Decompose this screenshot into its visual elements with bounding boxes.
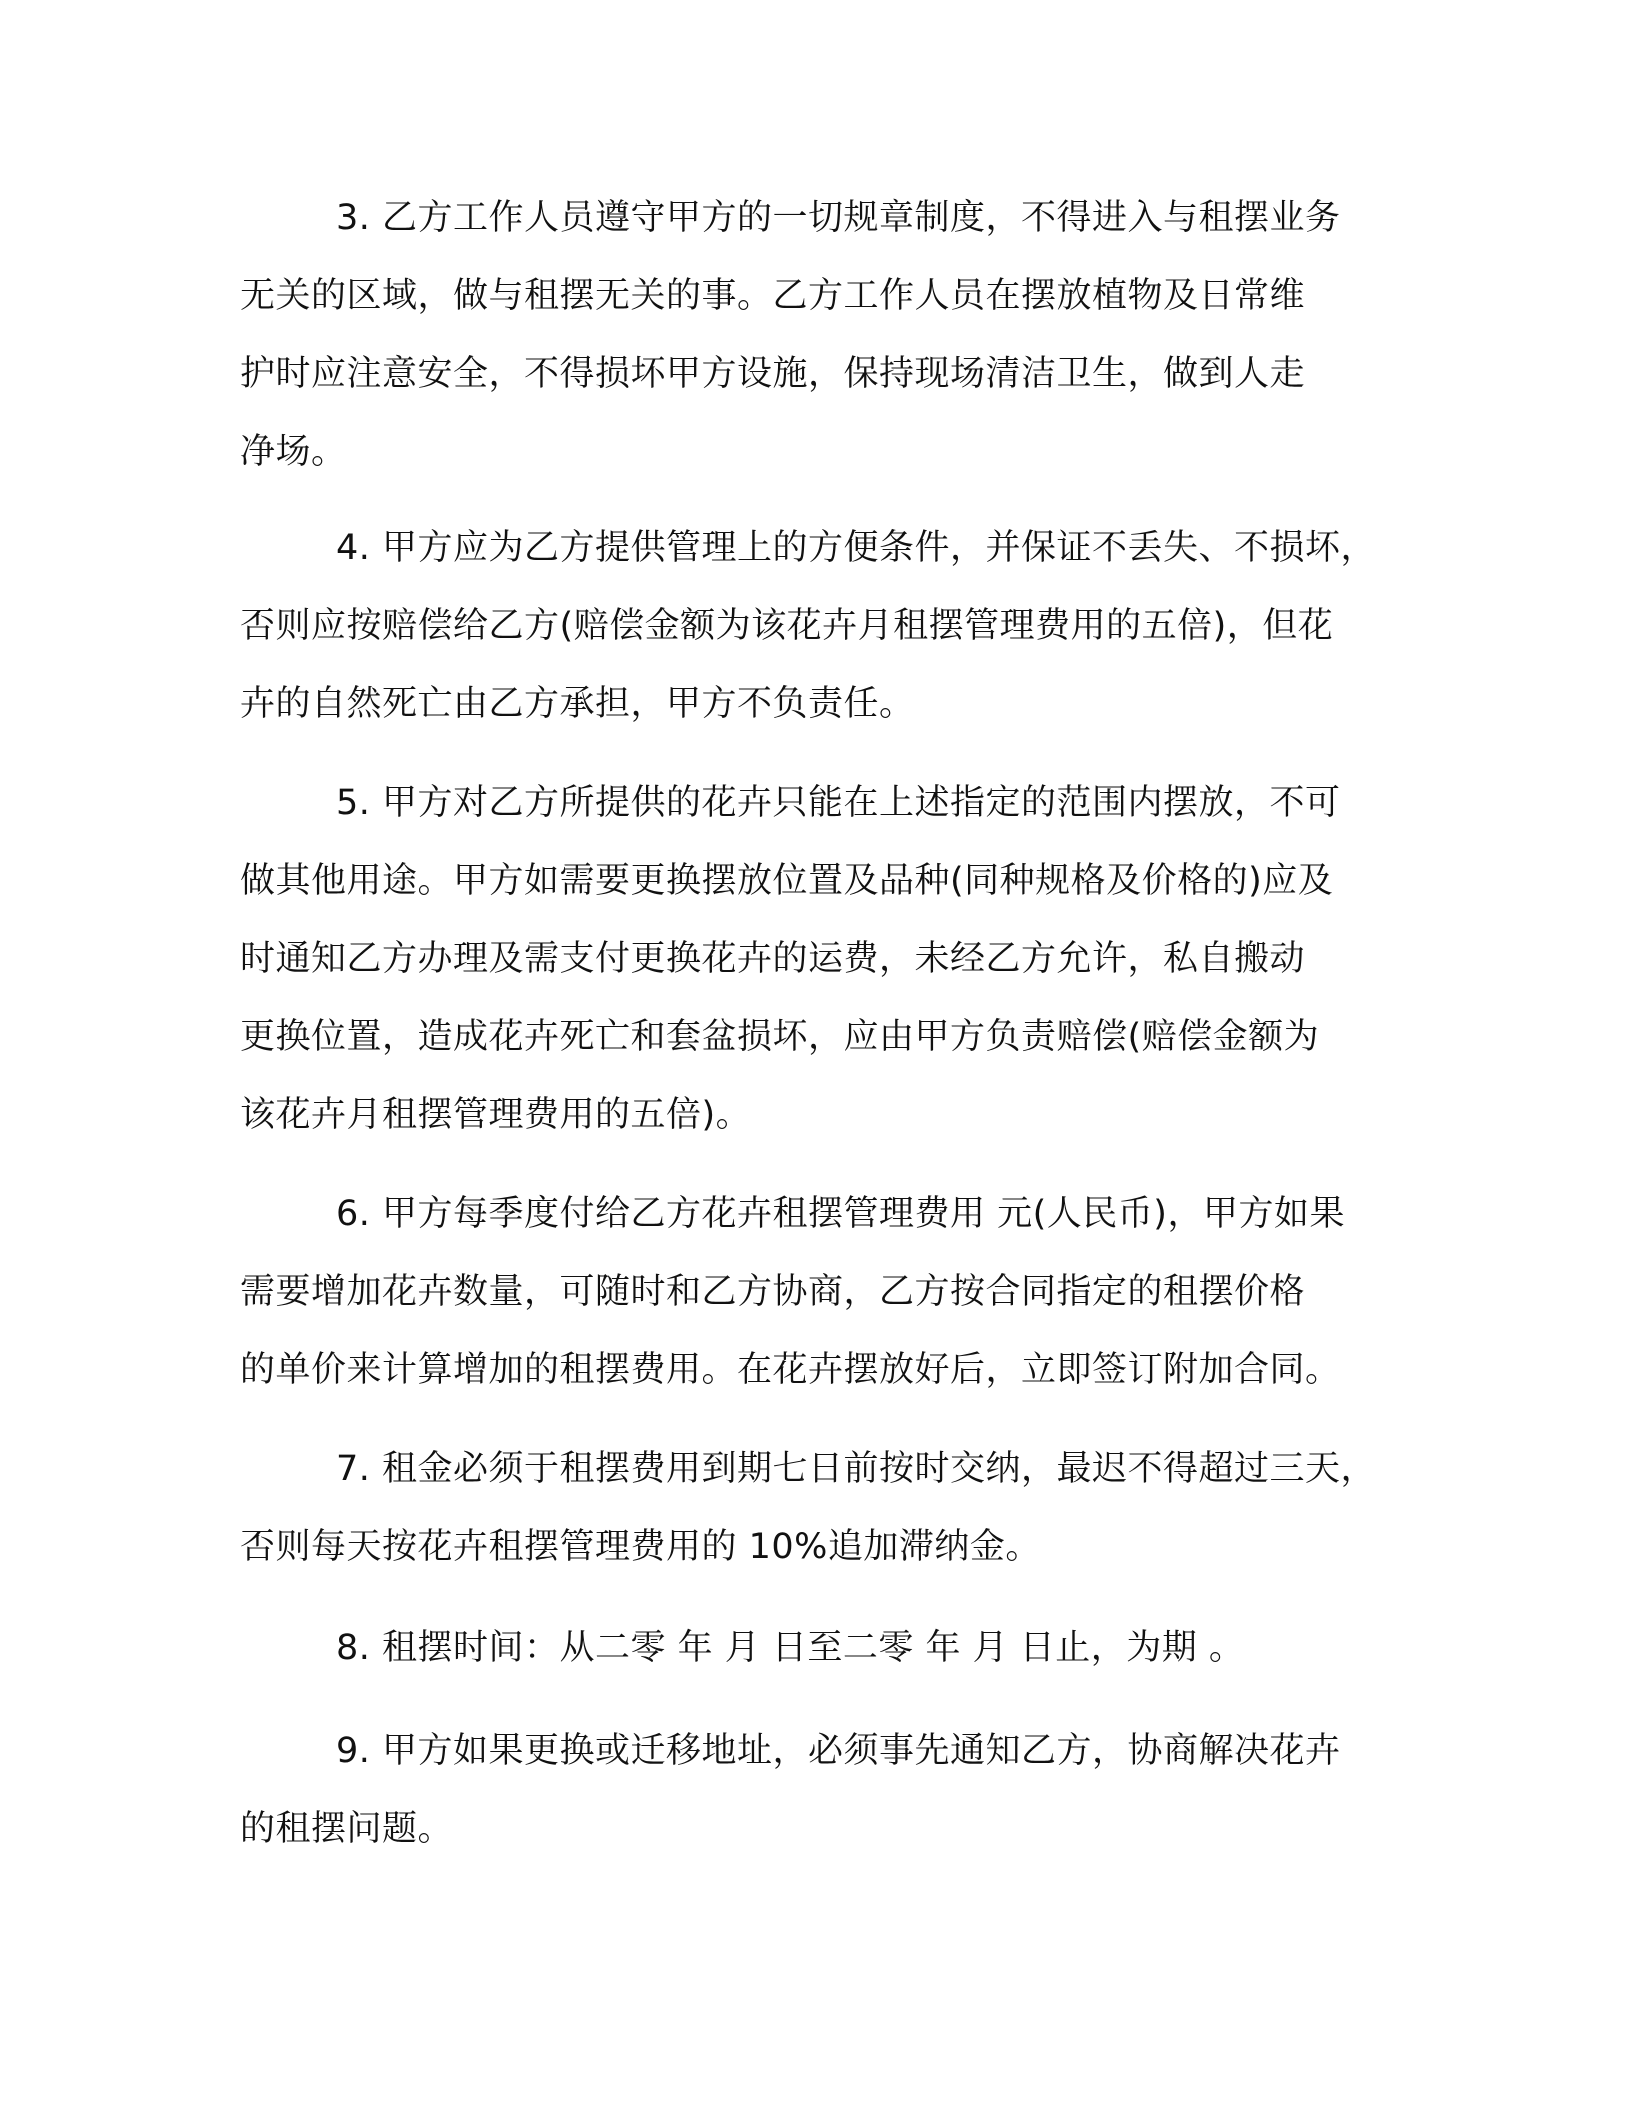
- text-line: 更换位置，造成花卉死亡和套盆损坏，应由甲方负责赔偿(赔偿金额为: [240, 1017, 1320, 1057]
- text-line: 4. 甲方应为乙方提供管理上的方便条件，并保证不丢失、不损坏，: [336, 528, 1377, 568]
- paragraph-clause-9: [240, 1712, 1420, 1868]
- text-line: 该花卉月租摆管理费用的五倍)。: [240, 1095, 752, 1135]
- text-line: 的租摆问题。: [240, 1809, 454, 1849]
- text-line: 需要增加花卉数量，可随时和乙方协商，乙方按合同指定的租摆价格: [240, 1272, 1306, 1312]
- text-line: 净场。: [240, 432, 347, 472]
- text-line: 时通知乙方办理及需支付更换花卉的运费，未经乙方允许，私自搬动: [240, 939, 1306, 979]
- text-line: 否则应按赔偿给乙方(赔偿金额为该花卉月租摆管理费用的五倍)，但花: [240, 606, 1334, 646]
- text-line: 9. 甲方如果更换或迁移地址，必须事先通知乙方，协商解决花卉: [336, 1731, 1341, 1771]
- paragraph-clause-6: [240, 1175, 1420, 1409]
- text-line: 5. 甲方对乙方所提供的花卉只能在上述指定的范围内摆放，不可: [336, 783, 1341, 823]
- text-line: 8. 租摆时间：从二零 年 月 日至二零 年 月 日止，为期 。: [336, 1628, 1245, 1668]
- paragraph-clause-8: [240, 1609, 1420, 1687]
- paragraph-clause-4: [240, 509, 1420, 743]
- text-line: 卉的自然死亡由乙方承担，甲方不负责任。: [240, 684, 915, 724]
- text-line: 7. 租金必须于租摆费用到期七日前按时交纳，最迟不得超过三天，: [336, 1449, 1377, 1489]
- paragraph-clause-5: [240, 764, 1420, 1154]
- paragraph-clause-7: [240, 1430, 1420, 1586]
- text-line: 否则每天按花卉租摆管理费用的 10%追加滞纳金。: [240, 1527, 1041, 1567]
- text-line: 无关的区域，做与租摆无关的事。乙方工作人员在摆放植物及日常维: [240, 276, 1306, 316]
- text-line: 3. 乙方工作人员遵守甲方的一切规章制度，不得进入与租摆业务: [336, 198, 1341, 238]
- text-line: 做其他用途。甲方如需要更换摆放位置及品种(同种规格及价格的)应及: [240, 861, 1334, 901]
- text-line: 的单价来计算增加的租摆费用。在花卉摆放好后，立即签订附加合同。: [240, 1350, 1341, 1390]
- paragraph-clause-3: [240, 179, 1420, 491]
- text-line: 6. 甲方每季度付给乙方花卉租摆管理费用 元(人民币)，甲方如果: [336, 1194, 1345, 1234]
- text-line: 护时应注意安全，不得损坏甲方设施，保持现场清洁卫生，做到人走: [240, 354, 1306, 394]
